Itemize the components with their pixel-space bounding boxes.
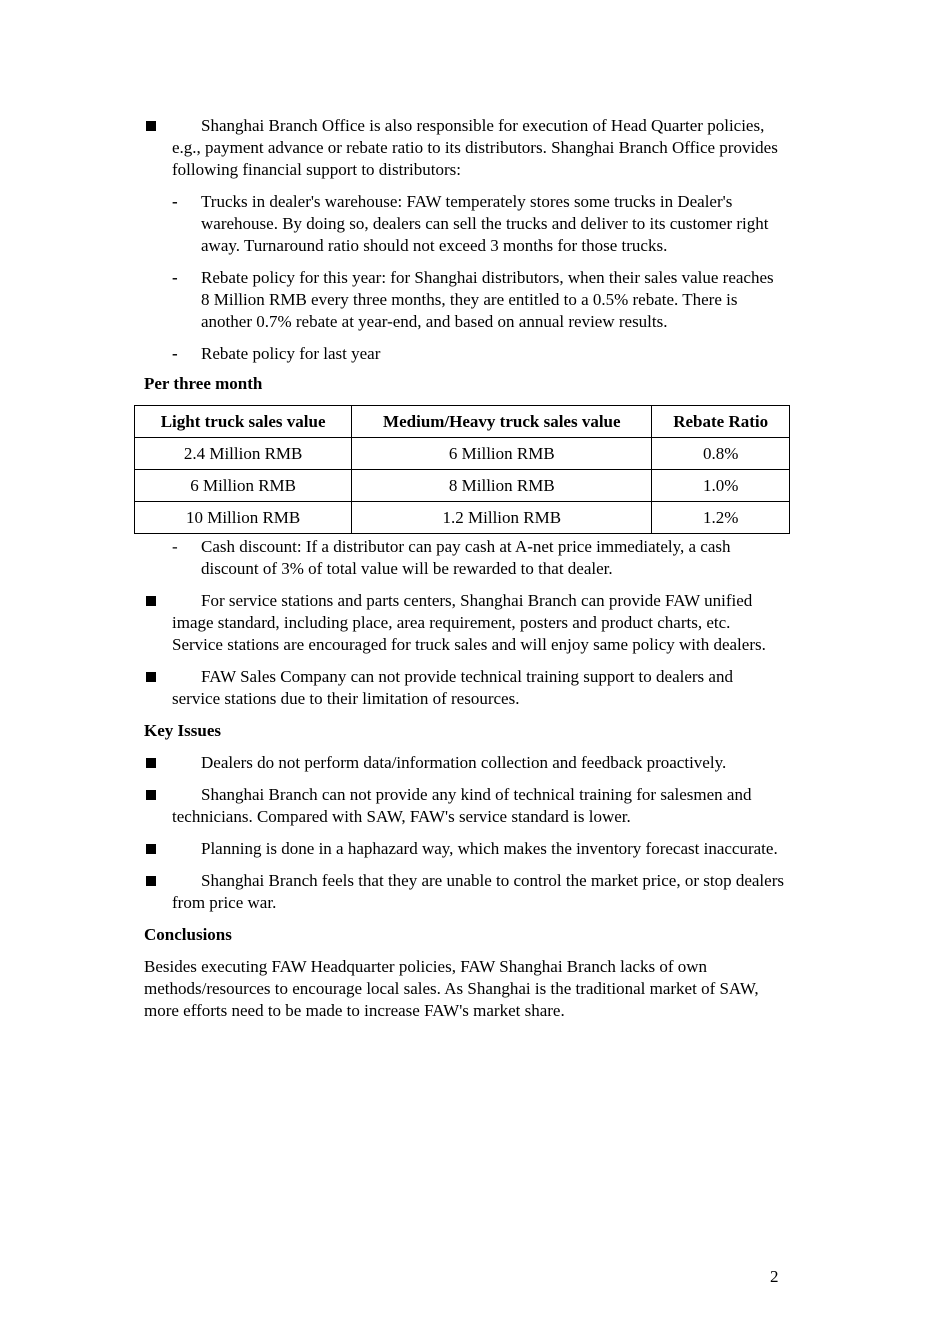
table-cell: 1.2 Million RMB	[352, 502, 652, 534]
square-bullet-icon	[146, 844, 156, 854]
dash-marker: -	[172, 537, 178, 556]
square-bullet-icon	[146, 596, 156, 606]
sub-item: - Cash discount: If a distributor can pay cash at A-net price immediately, a cash discount of 3% of total value will be rewarded to that dealer.	[172, 537, 731, 578]
key-issues-heading: Key Issues	[144, 721, 221, 740]
table-header-row	[135, 406, 790, 438]
bullet-paragraph: Shanghai Branch Office is also responsible for execution of Head Quarter policies, e.g., payment advance or rebate ratio to its distributors. Shanghai Branch Office provides following financial support to distributors:	[144, 115, 784, 181]
column-header: Rebate Ratio	[652, 406, 790, 438]
table-cell: 0.8%	[652, 438, 790, 470]
key-issue-item: Planning is done in a haphazard way, which makes the inventory forecast inaccurate.	[144, 838, 784, 860]
table-cell: 10 Million RMB	[135, 502, 352, 534]
table-row	[135, 502, 790, 534]
table-cell: 6 Million RMB	[135, 470, 352, 502]
key-issue-item: Dealers do not perform data/information collection and feedback proactively.	[144, 752, 784, 774]
dash-marker: -	[172, 192, 178, 211]
dash-marker: -	[172, 344, 178, 363]
table-cell: 8 Million RMB	[352, 470, 652, 502]
square-bullet-icon	[146, 790, 156, 800]
square-bullet-icon	[146, 672, 156, 682]
key-issue-item: Shanghai Branch feels that they are unable to control the market price, or stop dealers from price war.	[144, 870, 784, 914]
page-number: 2	[770, 1267, 779, 1286]
bullet-paragraph: FAW Sales Company can not provide technical training support to dealers and service stations due to their limitation of resources.	[144, 666, 784, 710]
table-row	[135, 438, 790, 470]
table-caption: Per three month	[144, 374, 263, 393]
table-row	[135, 470, 790, 502]
key-issue-item: Shanghai Branch can not provide any kind of technical training for salesmen and technicians. Compared with SAW, FAW's service standard is lower.	[144, 784, 784, 828]
column-header: Light truck sales value	[135, 406, 352, 438]
document-page	[144, 115, 784, 1022]
square-bullet-icon	[146, 876, 156, 886]
sub-item: - Rebate policy for last year	[172, 344, 381, 363]
table-cell: 1.2%	[652, 502, 790, 534]
square-bullet-icon	[146, 121, 156, 131]
dash-marker: -	[172, 268, 178, 287]
table-cell: 1.0%	[652, 470, 790, 502]
bullet-paragraph: For service stations and parts centers, Shanghai Branch can provide FAW unified image standard, including place, area requirement, posters and product charts, etc. Service stations are encouraged for truck sales and will enjoy same policy with dealers.	[144, 590, 784, 656]
table-cell: 6 Million RMB	[352, 438, 652, 470]
table-cell: 2.4 Million RMB	[135, 438, 352, 470]
conclusions-heading: Conclusions	[144, 925, 232, 944]
sub-item: - Rebate policy for this year: for Shanghai distributors, when their sales value reaches 8 Million RMB every three months, they are entitled to a 0.5% rebate. There is another 0.7% rebate at year-end, and based on annual review results.	[172, 268, 774, 331]
conclusions-text: Besides executing FAW Headquarter policies, FAW Shanghai Branch lacks of own methods/resources to encourage local sales. As Shanghai is the traditional market of SAW, more efforts need to be made to increase FAW's market share.	[144, 957, 759, 1020]
column-header: Medium/Heavy truck sales value	[352, 406, 652, 438]
sub-item: - Trucks in dealer's warehouse: FAW temperately stores some trucks in Dealer's warehouse. By doing so, dealers can sell the trucks and deliver to its customer right away. Turnaround ratio should not exceed 3 months for those trucks.	[172, 192, 769, 255]
square-bullet-icon	[146, 758, 156, 768]
rebate-table	[134, 405, 790, 534]
